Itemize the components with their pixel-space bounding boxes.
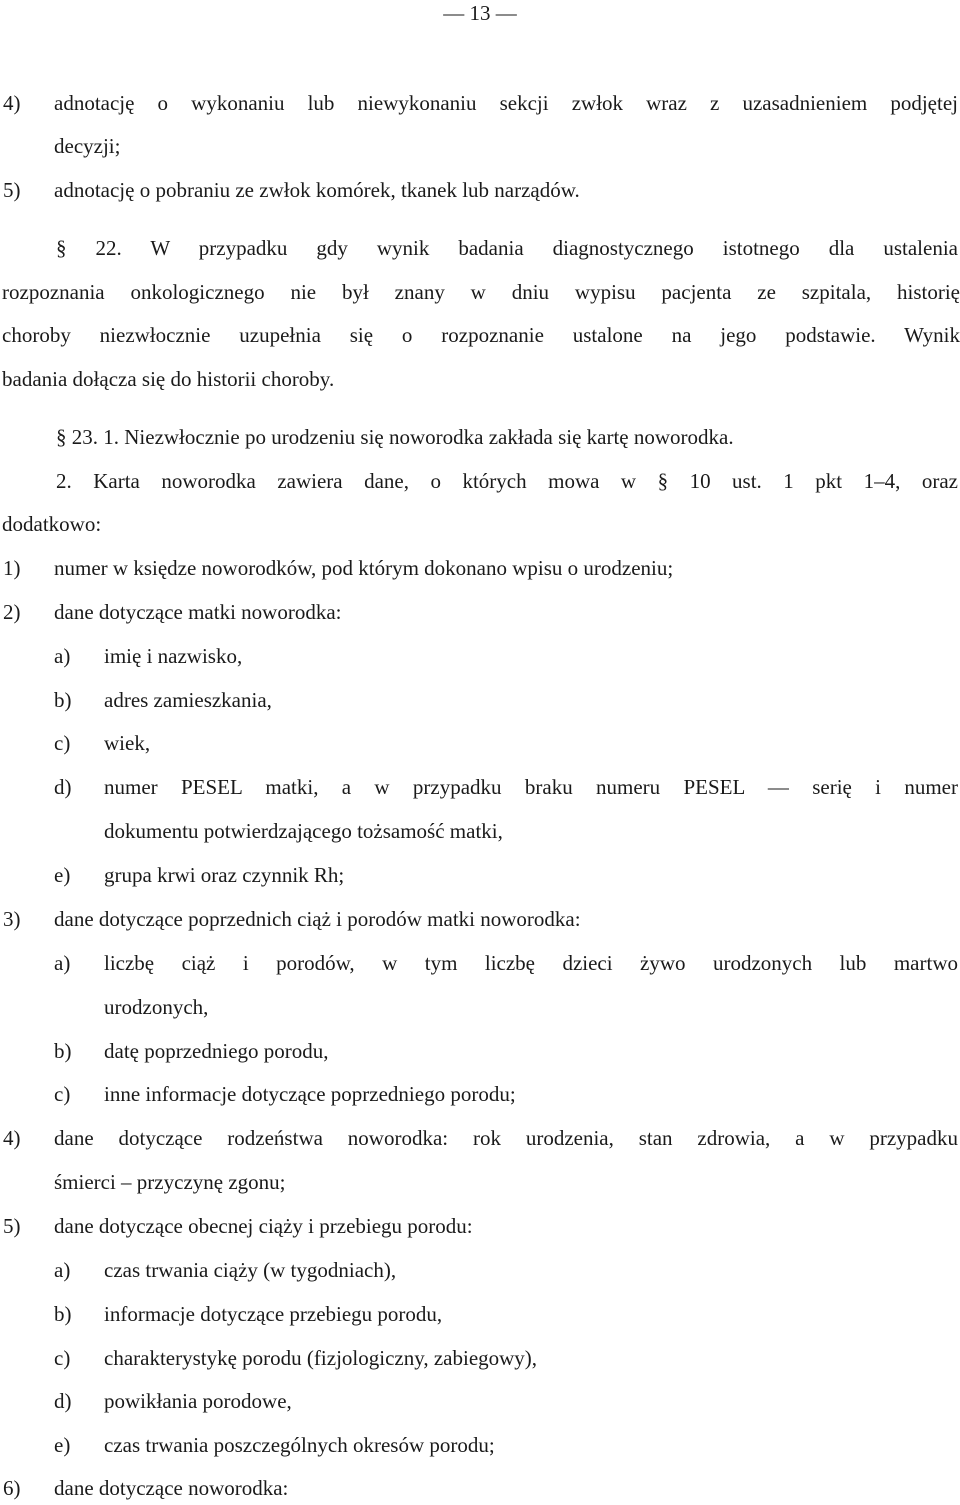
item-number: 6) [3, 1476, 21, 1500]
item-number: 3) [3, 907, 21, 931]
sub-item-letter: b) [54, 1302, 72, 1326]
sub-item-text: informacje dotyczące przebiegu porodu, [104, 1302, 443, 1326]
sub-list-item [0, 772, 960, 802]
sub-item-letter: d) [54, 775, 72, 799]
list-item-continuation [0, 1167, 960, 1197]
sub-item-letter: e) [54, 1433, 71, 1457]
paragraph-text: choroby niezwłocznie uzupełnia się o rozpoznanie ustalone na jego podstawie. Wynik [2, 323, 960, 347]
sub-list-item [0, 1343, 960, 1373]
page-number: — 13 — [443, 1, 517, 25]
item-number: 2) [3, 600, 21, 624]
item-number: 5) [3, 1214, 21, 1238]
sub-item-letter: d) [54, 1389, 72, 1413]
sub-item-letter: c) [54, 1082, 71, 1106]
paragraph-text: 2. Karta noworodka zawiera dane, o których mowa w § 10 ust. 1 pkt 1–4, oraz [56, 469, 958, 493]
sub-list-item [0, 1255, 960, 1285]
sub-item-letter: b) [54, 688, 72, 712]
item-text: śmierci – przyczynę zgonu; [54, 1170, 286, 1194]
sub-list-item [0, 1036, 960, 1066]
paragraph-line [0, 364, 960, 394]
sub-item-text: charakterystykę porodu (fizjologiczny, zabiegowy), [104, 1346, 538, 1370]
sub-item-letter: a) [54, 951, 71, 975]
sub-list-item [0, 860, 960, 890]
sub-item-text: urodzonych, [104, 995, 209, 1019]
sub-item-text: czas trwania poszczególnych okresów porodu; [104, 1433, 495, 1457]
item-text: adnotację o pobraniu ze zwłok komórek, tkanek lub narządów. [54, 178, 580, 202]
list-item [0, 904, 960, 934]
item-text: dane dotyczące poprzednich ciąż i porodów matki noworodka: [54, 907, 581, 931]
sub-item-text: powikłania porodowe, [104, 1389, 292, 1413]
paragraph-text: badania dołącza się do historii choroby. [2, 367, 335, 391]
sub-item-letter: a) [54, 644, 71, 668]
sub-item-letter: b) [54, 1039, 72, 1063]
paragraph-line [0, 277, 960, 307]
list-item [0, 175, 960, 205]
paragraph-text: § 23. 1. Niezwłocznie po urodzeniu się noworodka zakłada się kartę noworodka. [56, 425, 734, 449]
list-item [0, 553, 960, 583]
sub-item-letter: c) [54, 1346, 71, 1370]
sub-list-item-continuation [0, 816, 960, 846]
sub-item-letter: a) [54, 1258, 71, 1282]
sub-list-item [0, 1430, 960, 1460]
paragraph-line [0, 422, 960, 452]
item-number: 4) [3, 1126, 21, 1150]
item-text: numer w księdze noworodków, pod którym dokonano wpisu o urodzeniu; [54, 556, 674, 580]
paragraph-line [0, 320, 960, 350]
paragraph-line [0, 509, 960, 539]
paragraph-text: § 22. W przypadku gdy wynik badania diagnostycznego istotnego dla ustalenia [56, 236, 958, 260]
sub-list-item [0, 1299, 960, 1329]
list-item [0, 597, 960, 627]
sub-item-text: czas trwania ciąży (w tygodniach), [104, 1258, 397, 1282]
sub-list-item [0, 948, 960, 978]
paragraph-text: dodatkowo: [2, 512, 102, 536]
sub-item-text: inne informacje dotyczące poprzedniego porodu; [104, 1082, 516, 1106]
sub-item-letter: c) [54, 731, 71, 755]
paragraph-text: rozpoznania onkologicznego nie był znany w dniu wypisu pacjenta ze szpitala, historię [2, 280, 960, 304]
sub-item-text: wiek, [104, 731, 151, 755]
item-text: adnotację o wykonaniu lub niewykonaniu sekcji zwłok wraz z uzasadnieniem podjętej [54, 91, 958, 115]
item-text: dane dotyczące rodzeństwa noworodka: rok urodzenia, stan zdrowia, a w przypadku [54, 1126, 958, 1150]
list-item [0, 1473, 960, 1503]
sub-item-text: numer PESEL matki, a w przypadku braku numeru PESEL — serię i numer [104, 775, 958, 799]
list-item [0, 1123, 960, 1153]
sub-item-text: grupa krwi oraz czynnik Rh; [104, 863, 345, 887]
list-item-continuation [0, 131, 960, 161]
sub-item-text: imię i nazwisko, [104, 644, 243, 668]
sub-list-item [0, 685, 960, 715]
item-text: decyzji; [54, 134, 121, 158]
sub-item-text: adres zamieszkania, [104, 688, 272, 712]
item-text: dane dotyczące obecnej ciąży i przebiegu porodu: [54, 1214, 473, 1238]
list-item [0, 88, 960, 118]
sub-list-item-continuation [0, 992, 960, 1022]
sub-list-item [0, 728, 960, 758]
item-text: dane dotyczące noworodka: [54, 1476, 289, 1500]
paragraph-line [0, 466, 960, 496]
item-text: dane dotyczące matki noworodka: [54, 600, 342, 624]
sub-item-letter: e) [54, 863, 71, 887]
sub-item-text: dokumentu potwierdzającego tożsamość matki, [104, 819, 503, 843]
sub-item-text: datę poprzedniego porodu, [104, 1039, 329, 1063]
paragraph-line [0, 233, 960, 263]
sub-item-text: liczbę ciąż i porodów, w tym liczbę dzieci żywo urodzonych lub martwo [104, 951, 958, 975]
item-number: 5) [3, 178, 21, 202]
sub-list-item [0, 1386, 960, 1416]
list-item [0, 1211, 960, 1241]
item-number: 4) [3, 91, 21, 115]
item-number: 1) [3, 556, 21, 580]
sub-list-item [0, 641, 960, 671]
sub-list-item [0, 1079, 960, 1109]
